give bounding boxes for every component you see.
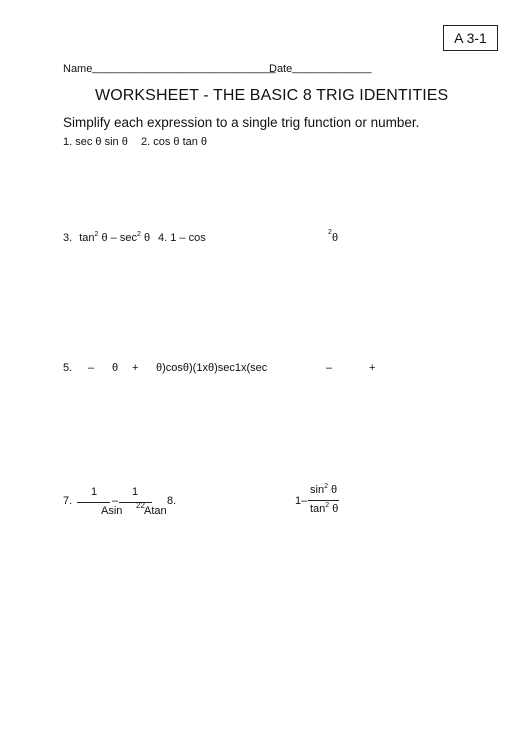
problem-3-middle: θ – sec [98,232,137,244]
problem-5-garbled-text: θ)cosθ)(1xθ)sec1x(sec [156,362,268,374]
problem-3 [63,232,150,244]
problem-5-minus: – [88,362,95,374]
problem-8-one-minus: 1– [295,495,308,507]
problem-3-exponent-1: 2 [94,231,99,238]
problem-4-exponent: 2 [328,229,332,236]
name-blank: ______________________________ [92,62,276,74]
problem-6-minus: – [326,362,333,374]
name-label: Name [63,63,93,75]
date-blank: _____________ [292,62,372,74]
problem-3-tan: tan [79,232,95,244]
problem-7-denominator-exponents: 22 [136,501,145,510]
problem-8-fraction-bar [308,500,339,501]
problem-8-tan: tan [310,503,326,515]
problem-7-minus: – [112,495,119,507]
problem-7-denominator-2: Atan [144,505,167,517]
problem-8-sin: sin [310,484,325,496]
problem-7-denominator-1: Asin [101,505,123,517]
problem-7-numerator-2: 1 [132,486,139,498]
problem-8-numerator [310,484,337,496]
problem-5-theta: θ [112,362,119,374]
instructions: Simplify each expression to a single trig function or number. [63,115,420,130]
problem-5-number: 5. [63,362,73,374]
problem-4-theta: θ [332,232,339,244]
problem-8-numerator-exponent: 2 [324,483,328,490]
problem-8-denominator [310,503,338,515]
problem-7-number: 7. [63,495,73,507]
problem-3-end: θ [140,232,151,244]
problem-2: 2. cos θ tan θ [141,136,208,148]
problem-4: 4. 1 – cos [158,232,206,244]
problem-5-plus: + [132,362,139,374]
problem-7-numerator-1: 1 [91,486,98,498]
worksheet-code-box: A 3-1 [443,25,498,51]
problem-3-number: 3. [63,232,73,244]
problem-8-denominator-exponent: 2 [325,502,330,509]
problem-8-number: 8. [167,495,177,507]
problem-3-exponent-2: 2 [136,231,141,238]
problem-1: 1. sec θ sin θ [63,136,128,148]
worksheet-title: WORKSHEET - THE BASIC 8 TRIG IDENTITIES [95,87,449,104]
problem-7-fraction-bar-1 [77,502,110,503]
date-label: Date [269,63,293,75]
problem-6-plus: + [369,362,376,374]
problem-8-denominator-theta: θ [329,503,339,515]
problem-8-numerator-theta: θ [327,484,338,496]
